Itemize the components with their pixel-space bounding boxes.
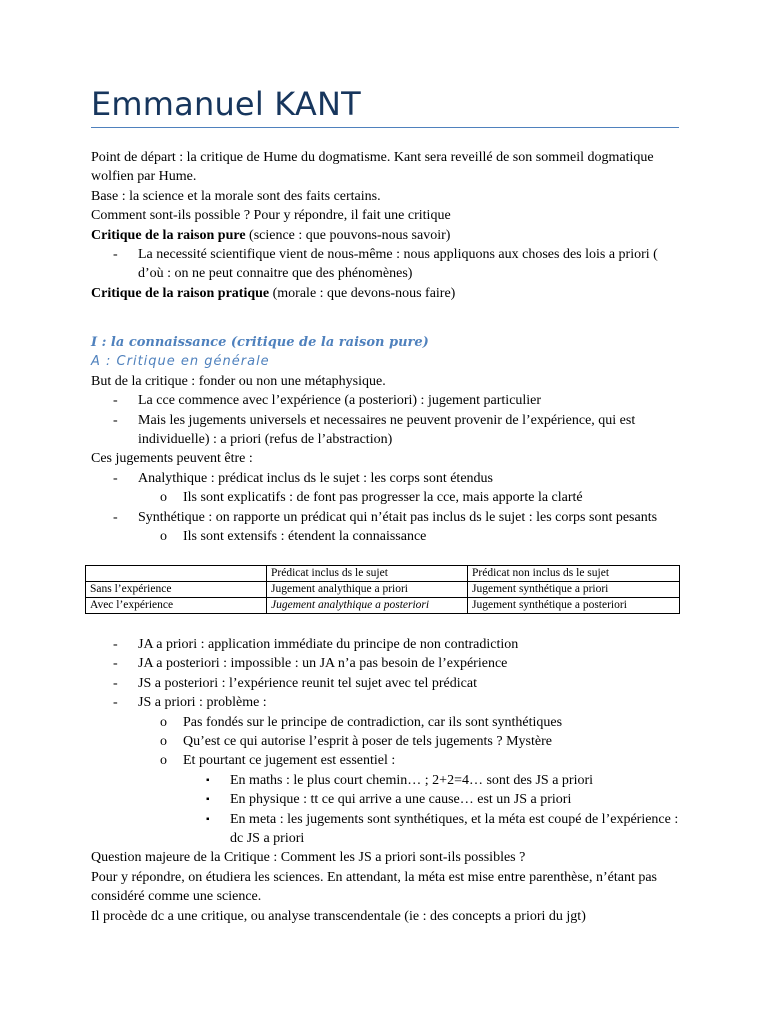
dash-marker: - xyxy=(113,675,118,691)
sub-sub-list-item xyxy=(91,810,681,849)
square-marker: ▪ xyxy=(206,794,210,806)
table-header-cell xyxy=(86,566,267,582)
subsection-heading: A : Critique en générale xyxy=(91,354,270,370)
bullet-text: La cce commence avec l’expérience (a posteriori) : jugement particulier xyxy=(138,393,542,409)
page-title: Emmanuel KANT xyxy=(91,85,361,123)
bullet-text: En physique : tt ce qui arrive a une cause… est un JS a priori xyxy=(230,792,572,808)
table-cell: Avec l’expérience xyxy=(86,598,267,614)
dash-marker: - xyxy=(113,412,118,428)
list-item xyxy=(91,391,681,410)
circle-marker: o xyxy=(160,714,167,730)
sub-list-item xyxy=(91,527,681,546)
circle-marker: o xyxy=(160,753,167,769)
table-row xyxy=(86,582,680,598)
bullet-text: Ils sont extensifs : étendent la connaissance xyxy=(183,529,427,545)
crp-bullet xyxy=(91,245,681,284)
sub-list-item xyxy=(91,751,681,770)
circle-marker: o xyxy=(160,490,167,506)
title-underline xyxy=(91,127,679,128)
sub-list-item xyxy=(91,732,681,751)
list-item xyxy=(91,693,681,712)
bullet-text: La necessité scientifique vient de nous-même : nous appliquons aux choses des lois a priori ( d’où : on ne peut connaitre que des phénomènes) xyxy=(138,247,658,282)
square-marker: ▪ xyxy=(206,774,210,786)
table-header-cell: Prédicat inclus ds le sujet xyxy=(267,566,468,582)
paragraph: Il procède dc a une critique, ou analyse transcendentale (ie : des concepts a priori du jgt) xyxy=(91,908,586,924)
crpr-desc: (morale : que devons-nous faire) xyxy=(269,285,456,301)
table-cell: Jugement synthétique a posteriori xyxy=(468,598,680,614)
bullet-text: JS a priori : problème : xyxy=(138,695,267,711)
crp-heading: Critique de la raison pure xyxy=(91,227,246,243)
bullet-text: Analythique : prédicat inclus ds le sujet : les corps sont étendus xyxy=(138,470,493,486)
bullet-text: Ils sont explicatifs : de font pas progresser la cce, mais apporte la clarté xyxy=(183,490,583,506)
bullet-text: En maths : le plus court chemin… ; 2+2=4… sont des JS a priori xyxy=(230,772,594,788)
table-cell: Jugement analythique a posteriori xyxy=(267,598,468,614)
paragraph: But de la critique : fonder ou non une métaphysique. xyxy=(91,373,386,389)
table-header-cell: Prédicat non inclus ds le sujet xyxy=(468,566,680,582)
bullet-text: Mais les jugements universels et necessaires ne peuvent provenir de l’expérience, qui est individuelle) : a priori (refus de l’abstraction) xyxy=(138,412,636,448)
list-item xyxy=(91,411,681,450)
bullet-text: Qu’est ce qui autorise l’esprit à poser de tels jugements ? Mystère xyxy=(183,734,552,750)
table-cell: Jugement analythique a priori xyxy=(267,582,468,598)
bullet-text: Et pourtant ce jugement est essentiel : xyxy=(183,753,396,769)
list-item xyxy=(91,674,681,693)
list-item xyxy=(91,508,681,527)
judgement-list xyxy=(91,635,681,926)
section-block xyxy=(91,333,681,546)
paragraph: Ces jugements peuvent être : xyxy=(91,451,253,467)
list-item xyxy=(91,635,681,654)
intro-paragraph: Comment sont-ils possible ? Pour y répondre, il fait une critique xyxy=(91,208,451,224)
dash-marker: - xyxy=(113,656,118,672)
table-cell: Jugement synthétique a priori xyxy=(468,582,680,598)
crpr-line xyxy=(91,284,681,303)
intro-block xyxy=(91,148,681,303)
list-item xyxy=(91,469,681,488)
sub-sub-list-item xyxy=(91,771,681,790)
sub-list-item xyxy=(91,713,681,732)
judgement-table xyxy=(85,565,680,614)
crp-desc: (science : que pouvons-nous savoir) xyxy=(245,227,451,243)
circle-marker: o xyxy=(160,734,167,750)
paragraph: Question majeure de la Critique : Comment les JS a priori sont-ils possibles ? xyxy=(91,850,526,866)
intro-paragraph: Point de départ : la critique de Hume du dogmatisme. Kant sera reveillé de son sommeil dogmatique wolfien par Hume. xyxy=(91,150,654,185)
sub-sub-list-item xyxy=(91,790,681,809)
crpr-heading: Critique de la raison pratique xyxy=(91,285,270,301)
table-row xyxy=(86,598,680,614)
sub-list-item xyxy=(91,488,681,507)
bullet-text: JA a priori : application immédiate du principe de non contradiction xyxy=(138,637,519,652)
crp-line xyxy=(91,226,681,245)
dash-marker: - xyxy=(113,637,118,652)
dash-marker: - xyxy=(113,470,118,486)
bullet-text: JS a posteriori : l’expérience reunit tel sujet avec tel prédicat xyxy=(138,675,477,691)
dash-marker: - xyxy=(113,247,118,263)
dash-marker: - xyxy=(113,695,118,711)
section-heading: I : la connaissance (critique de la raison pure) xyxy=(91,335,429,350)
dash-marker: - xyxy=(113,509,118,525)
bullet-text: Pas fondés sur le principe de contradiction, car ils sont synthétiques xyxy=(183,714,563,730)
table-header-row xyxy=(86,566,680,582)
list-item xyxy=(91,654,681,673)
square-marker: ▪ xyxy=(206,813,210,825)
table-cell: Sans l’expérience xyxy=(86,582,267,598)
intro-paragraph: Base : la science et la morale sont des faits certains. xyxy=(91,188,381,204)
bullet-text: JA a posteriori : impossible : un JA n’a pas besoin de l’expérience xyxy=(138,656,508,672)
bullet-text: Synthétique : on rapporte un prédicat qui n’était pas inclus ds le sujet : les corps sont pesants xyxy=(138,509,658,525)
dash-marker: - xyxy=(113,393,118,409)
circle-marker: o xyxy=(160,529,167,545)
bullet-text: En meta : les jugements sont synthétiques, et la méta est coupé de l’expérience : dc JS a priori xyxy=(230,811,679,847)
paragraph: Pour y répondre, on étudiera les sciences. En attendant, la méta est mise entre parenthèse, n’étant pas considéré comme une science. xyxy=(91,869,658,905)
